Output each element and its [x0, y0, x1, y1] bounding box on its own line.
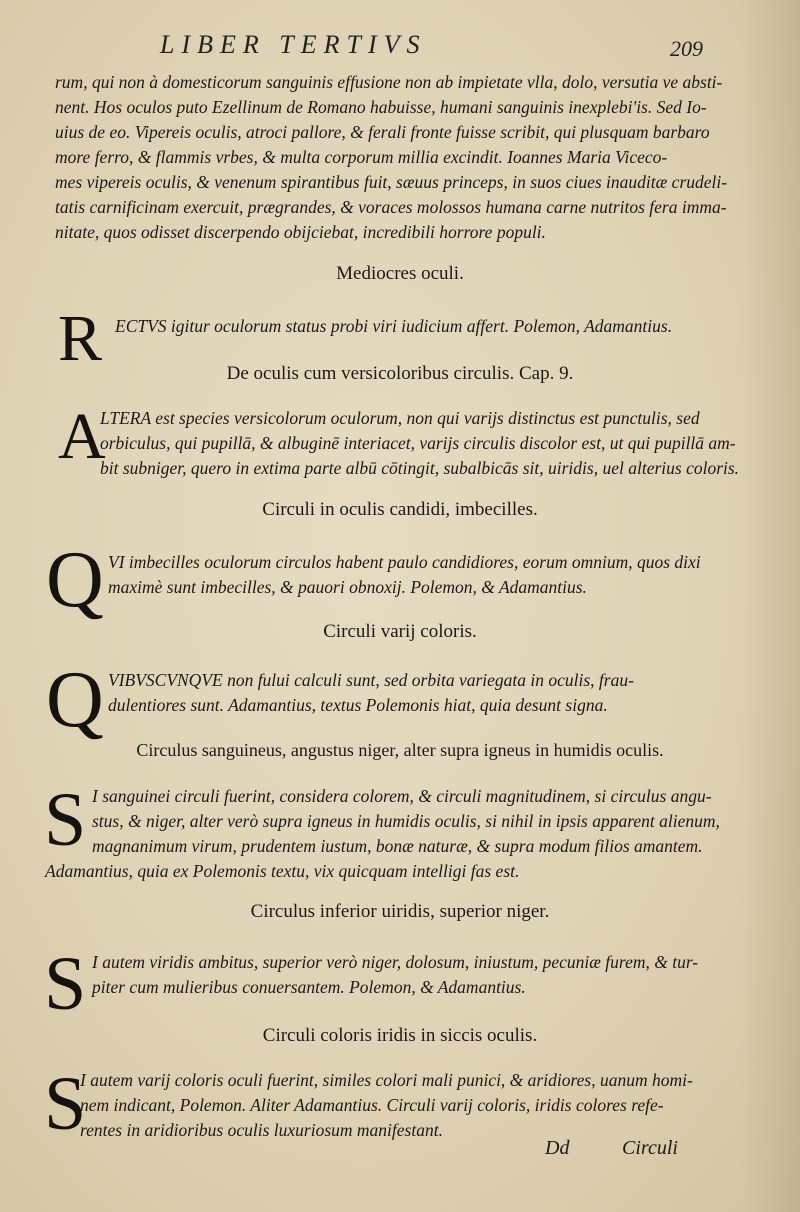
text-line: I autem varij coloris oculi fuerint, similes colori mali punici, & aridiores, uanum homi-: [80, 1070, 693, 1090]
section-heading: Mediocres oculi.: [336, 263, 464, 284]
text-line: dulentiores sunt. Adamantius, textus Polemonis hiat, quia desunt signa.: [108, 695, 608, 715]
text-line: LTERA est species versicolorum oculorum, non qui varijs distinctus est punctulis, sed: [100, 408, 700, 428]
drop-capital: S: [44, 778, 87, 862]
text-line: maximè sunt imbecilles, & pauori obnoxij. Polemon, & Adamantius.: [108, 577, 587, 597]
text-line: VIBVSCVNQVE non fului calculi sunt, sed orbita variegata in oculis, frau-: [108, 670, 634, 690]
text-line: orbiculus, qui pupillā, & albuginē interiacet, varijs circulis discolor est, ut qui pupillā am-: [100, 433, 736, 453]
section-heading: Circulus sanguineus, angustus niger, alter supra igneus in humidis oculis.: [136, 740, 664, 760]
text-line: bit subniger, quero in extima parte albū cōtingit, subalbicās sit, uiridis, uel alterius coloris.: [100, 458, 740, 478]
text-line: stus, & niger, alter verò supra igneus in humidis oculis, si nihil in ipsis apparent alienum,: [92, 811, 720, 831]
text-line: nem indicant, Polemon. Aliter Adamantius. Circuli varij coloris, iridis colores refe-: [80, 1095, 664, 1115]
catchword: Circuli: [622, 1137, 678, 1159]
text-line: I autem viridis ambitus, superior verò niger, dolosum, iniustum, pecuniæ furem, & tur-: [92, 952, 699, 972]
section-paragraph: [108, 668, 634, 718]
section-paragraph-continuation: [45, 859, 519, 884]
text-line: VI imbecilles oculorum circulos habent paulo candidiores, eorum omnium, quos dixi: [108, 552, 701, 572]
drop-capital: A: [58, 400, 106, 473]
section-heading: Circulus inferior uiridis, superior niger.: [250, 901, 550, 922]
intro-paragraph: [55, 70, 727, 245]
section-paragraph: [115, 314, 672, 339]
section-heading: Circuli varij coloris.: [323, 621, 477, 642]
text-line: ECTVS igitur oculorum status probi viri iudicium affert. Polemon, Adamantius.: [115, 316, 673, 336]
running-head-title: LIBER TERTIVS: [160, 30, 427, 59]
section-paragraph: [100, 406, 739, 481]
text-line: I sanguinei circuli fuerint, considera colorem, & circuli magnitudinem, si circulus angu-: [92, 786, 712, 806]
section-heading: De oculis cum versicoloribus circulis. Cap. 9.: [226, 363, 574, 384]
text-line: uius de eo. Vipereis oculis, atroci pallore, & ferali fronte fuisse scribit, qui plusquam barbaro: [55, 122, 710, 142]
text-line: nitate, quos odisset discerpendo obijciebat, incredibili horrore populi.: [55, 222, 546, 242]
section-paragraph: [92, 784, 720, 859]
section-paragraph: [108, 550, 701, 600]
drop-capital: S: [44, 942, 87, 1026]
drop-capital: Q: [46, 536, 104, 624]
section-heading: Circuli in oculis candidi, imbecilles.: [262, 499, 538, 520]
signature-mark: Dd: [545, 1137, 570, 1159]
drop-capital: Q: [46, 656, 104, 744]
text-line: rum, qui non à domesticorum sanguinis effusione non ab impietate vlla, dolo, versutia ve absti-: [55, 72, 723, 92]
running-head: [0, 30, 800, 70]
section-paragraph: [80, 1068, 693, 1143]
text-line: mes vipereis oculis, & venenum spirantibus fuit, sæuus princeps, in suos ciues inauditæ crudeli-: [55, 172, 728, 192]
section-paragraph: [92, 950, 698, 1000]
drop-capital: R: [58, 302, 103, 375]
text-line: tatis carnificinam exercuit, prægrandes, & voraces molossos humana carne nutritos fera imma-: [55, 197, 727, 217]
text-line: nent. Hos oculos puto Ezellinum de Romano habuisse, humani sanguinis inexplebi'is. Sed Io-: [55, 97, 707, 117]
text-line: magnanimum virum, prudentem iustum, bonæ naturæ, & supra modum filios amantem.: [92, 836, 703, 856]
text-line: Adamantius, quia ex Polemonis textu, vix quicquam intelligi fas est.: [45, 861, 520, 881]
page-number: 209: [670, 36, 703, 61]
text-line: piter cum mulieribus conuersantem. Polemon, & Adamantius.: [92, 977, 526, 997]
drop-capital: S: [44, 1062, 87, 1146]
text-line: rentes in aridioribus oculis luxuriosum manifestant.: [80, 1120, 443, 1140]
text-line: more ferro, & flammis vrbes, & multa corporum millia excindit. Ioannes Maria Viceco-: [55, 147, 668, 167]
section-heading: Circuli coloris iridis in siccis oculis.: [262, 1025, 538, 1046]
